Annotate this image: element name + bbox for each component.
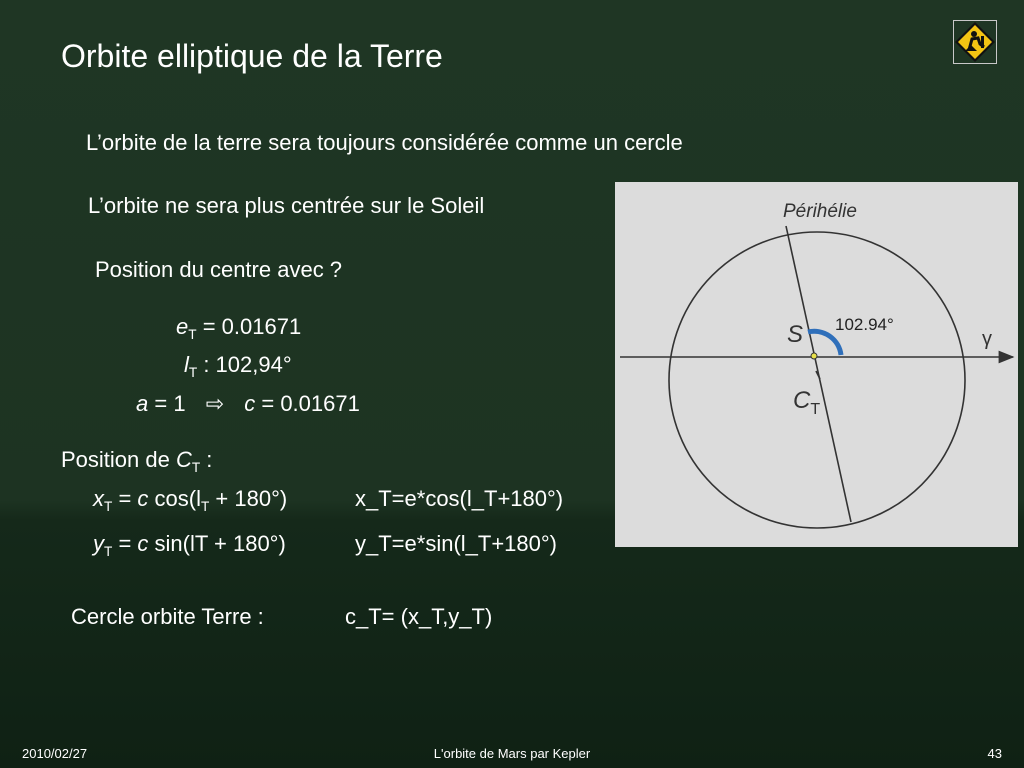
bullet-center-position: Position du centre avec ? — [95, 257, 343, 282]
footer-page-number: 43 — [987, 746, 1002, 761]
formula-x: $x_T = c$ $\cos(l_T + 180^\circ)$ — [93, 486, 288, 514]
perihelion-label: Périhélie — [783, 201, 857, 222]
apsides-line — [786, 226, 851, 522]
param-eccentricity: $e_T = 0.01671$ — [176, 314, 302, 342]
code-x: x_T=e*cos(l_T+180°) — [355, 486, 564, 511]
warning-roadwork-icon — [953, 20, 997, 64]
footer-title: L'orbite de Mars par Kepler — [433, 746, 591, 761]
circle-orbit-code: c_T= (x_T,y_T) — [345, 604, 493, 629]
arrow-right-icon: ⇨ — [205, 391, 225, 416]
angle-label: 102.94° — [835, 315, 894, 334]
center-label: $C_T$ — [793, 387, 821, 418]
param-longitude: $l_T$ : 102,94° — [184, 352, 292, 380]
code-y: y_T=e*sin(l_T+180°) — [355, 531, 558, 556]
orbit-circle — [669, 232, 965, 528]
gamma-label: γ — [982, 328, 992, 350]
position-heading: Position de $C_T$ : — [61, 447, 213, 475]
bullet-not-centered: L’orbite ne sera plus centrée sur le Soleil — [88, 193, 485, 218]
footer-date: 2010/02/27 — [22, 746, 88, 761]
sun-marker — [811, 353, 817, 359]
orbit-diagram — [615, 182, 1018, 547]
slide-title: Orbite elliptique de la Terre — [61, 38, 443, 74]
formula-y: $y_T = c$ sin(lT + 180°) — [93, 531, 286, 559]
circle-orbit-label: Cercle orbite Terre : — [71, 604, 264, 629]
sun-label: S — [787, 321, 804, 348]
bullet-circle-orbit: L’orbite de la terre sera toujours considérée comme un cercle — [86, 130, 683, 155]
param-axis-c: a = 1 ⇨ c = 0.01671 — [136, 391, 360, 416]
